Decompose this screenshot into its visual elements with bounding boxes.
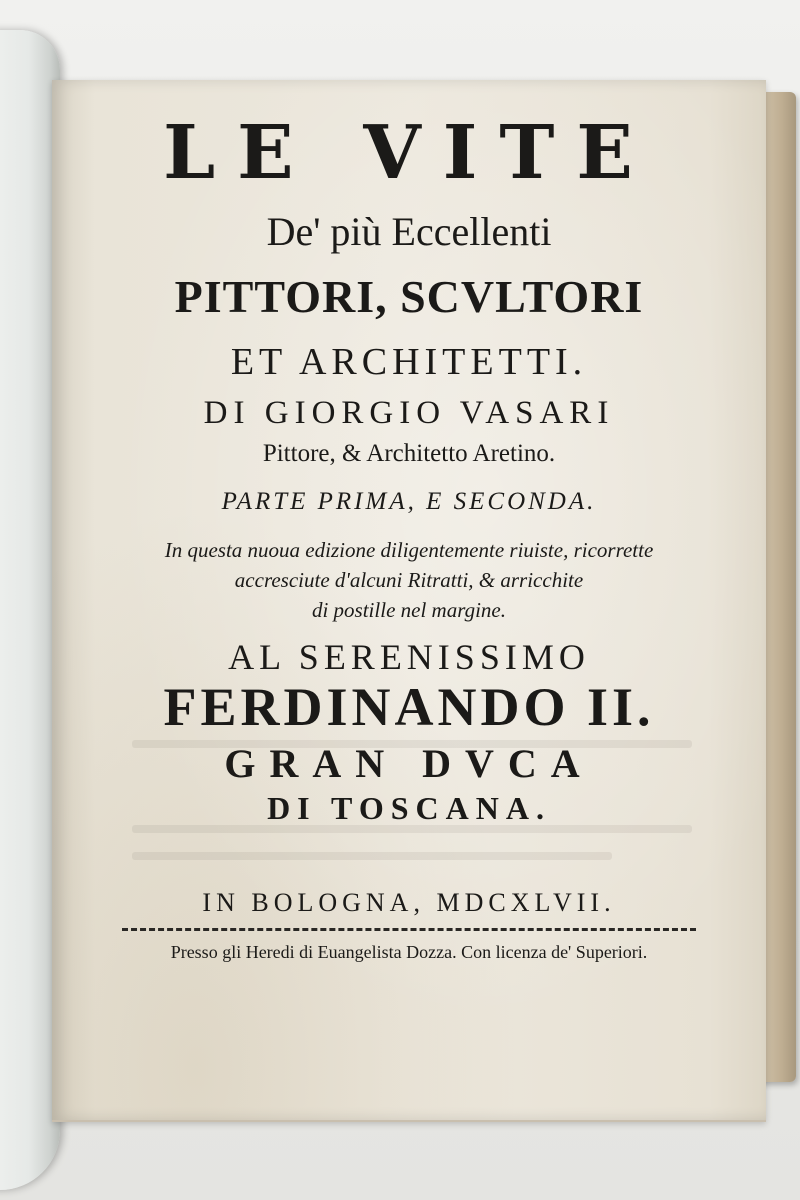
ornamental-rule	[122, 928, 696, 931]
part-heading: PARTE PRIMA, E SECONDA.	[221, 488, 597, 515]
imprint-place-date: IN BOLOGNA, MDCXLVII.	[202, 888, 616, 917]
left-flyleaf-page	[0, 30, 60, 1190]
author-name: DI GIORGIO VASARI	[203, 395, 615, 431]
title-page	[52, 80, 766, 1122]
subtitle-line: PITTORI, SCVLTORI	[174, 271, 644, 322]
main-title: LE VITE	[163, 110, 655, 196]
edition-note: di postille nel margine.	[311, 598, 507, 622]
edition-note: In questa nuoua edizione diligentemente riuiste, ricorrette	[164, 538, 654, 562]
edition-note: accresciute d'alcuni Ritratti, & arricchite	[234, 568, 584, 592]
author-description: Pittore, & Architetto Aretino.	[262, 440, 556, 467]
dedication-line: AL SERENISSIMO	[228, 637, 590, 677]
show-through-mark	[132, 852, 612, 860]
subtitle-line: De' più Eccellenti	[266, 209, 552, 254]
subtitle-line: ET ARCHITETTI.	[230, 341, 588, 383]
dedicatee-title: GRAN DVCA	[224, 741, 594, 786]
printer-line: Presso gli Heredi di Euangelista Dozza. Con licenza de' Superiori.	[170, 942, 648, 962]
dedicatee-title: DI TOSCANA.	[267, 790, 551, 826]
dedicatee-name: FERDINANDO II.	[163, 677, 655, 737]
